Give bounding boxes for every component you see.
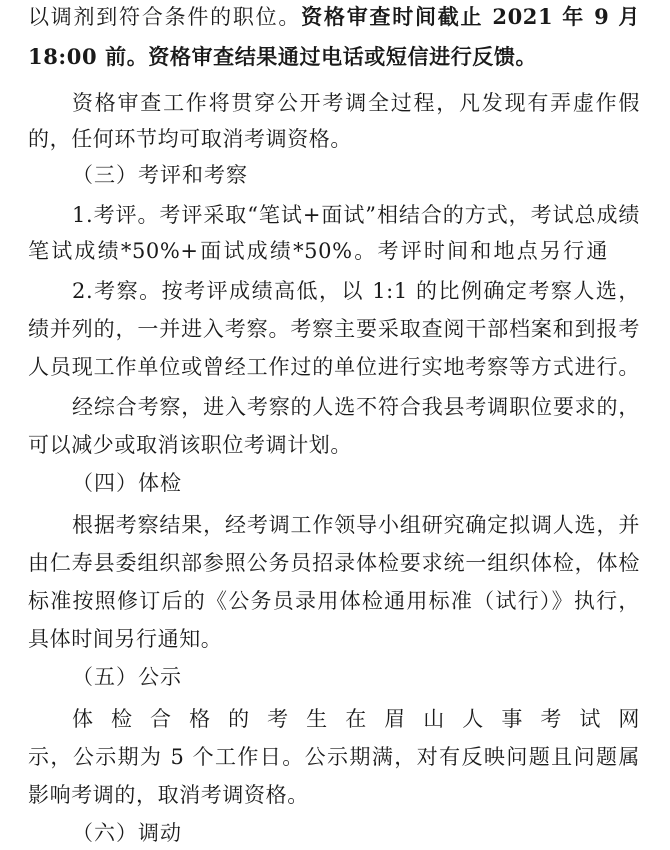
physical-exam-line-2: 由仁寿县委组织部参照公务员招录体检要求统一组织体检，体检 <box>28 551 640 575</box>
review-line-2: 的，任何环节均可取消考调资格。 <box>28 127 352 151</box>
qualification-line-1 <box>28 0 640 34</box>
comprehensive-line-1: 经综合考察，进入考察的人选不符合我县考调职位要求的， <box>72 395 640 419</box>
inspection-line-1: 2.考察。按考评成绩高低，以 1:1 的比例确定考察人选， <box>72 279 640 303</box>
section-6-heading: （六）调动 <box>72 821 182 845</box>
physical-exam-line-3: 标准按照修订后的《公务员录用体检通用标准（试行）》执行， <box>28 589 640 613</box>
section-4-heading: （四）体检 <box>72 471 182 495</box>
comprehensive-line-2: 可以减少或取消该职位考调计划。 <box>28 433 352 457</box>
section-5-heading: （五）公示 <box>72 665 182 689</box>
publicity-line-3: 影响考调的，取消考调资格。 <box>28 783 309 807</box>
publicity-line-2: 示，公示期为 5 个工作日。公示期满，对有反映问题且问题属 <box>28 745 640 769</box>
qualification-deadline-text: 资格审查时间截止 2021 年 9 月 <box>301 4 640 29</box>
inspection-line-3: 人员现工作单位或曾经工作过的单位进行实地考察等方式进行。 <box>28 355 640 379</box>
physical-exam-line-1: 根据考察结果，经考调工作领导小组研究确定拟调人选，并 <box>72 513 640 537</box>
physical-exam-line-4: 具体时间另行通知。 <box>28 627 223 651</box>
review-line-1: 资格审查工作将贯穿公开考调全过程，凡发现有弄虚作假 <box>72 91 640 115</box>
qualification-line-2: 18:00 前。资格审查结果通过电话或短信进行反馈。 <box>28 44 538 69</box>
section-3-heading: （三）考评和考察 <box>72 163 248 187</box>
publicity-line-1: 体检合格的考生在眉山人事考试网 <box>72 707 640 731</box>
evaluation-line-2: 笔试成绩*50%+面试成绩*50%。考评时间和地点另行通 <box>28 239 608 263</box>
qualification-text: 以调剂到符合条件的职位。 <box>28 5 302 29</box>
evaluation-line-1: 1.考评。考评采取“笔试+面试”相结合的方式，考试总成绩 <box>72 203 640 227</box>
inspection-line-2: 绩并列的，一并进入考察。考察主要采取查阅干部档案和到报考 <box>28 317 640 341</box>
